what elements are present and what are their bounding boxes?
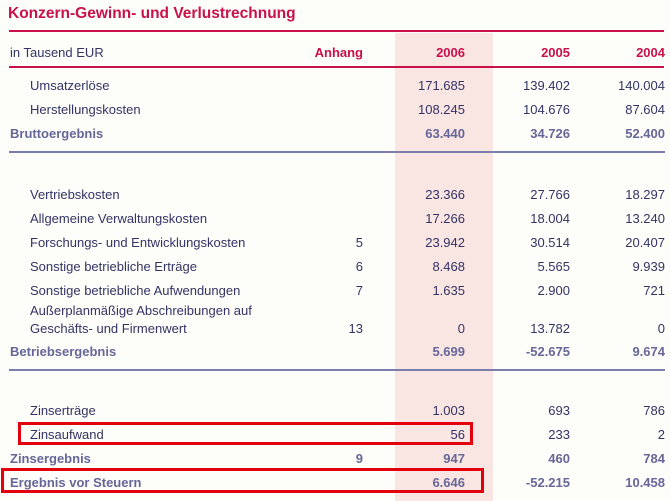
cell-2006: 1.003 bbox=[432, 402, 465, 418]
cell-2005: 5.565 bbox=[537, 258, 570, 274]
cell-2006: 56 bbox=[450, 426, 465, 442]
cell-2005: 34.726 bbox=[530, 125, 570, 141]
cell-2006: 1.635 bbox=[432, 282, 465, 298]
cell-2006: 23.366 bbox=[425, 186, 465, 202]
cell-2006: 8.468 bbox=[432, 258, 465, 274]
table-row bbox=[10, 470, 665, 494]
column-header-anhang: Anhang bbox=[314, 44, 363, 60]
table-header-row bbox=[10, 40, 665, 64]
row-label: Allgemeine Verwaltungskosten bbox=[30, 210, 208, 226]
table-row bbox=[10, 302, 665, 339]
cell-2005: 18.004 bbox=[530, 210, 570, 226]
cell-2004: 10.458 bbox=[625, 474, 665, 490]
row-label: Außerplanmäßige Abschreibungen auf Geschäfts- und Firmenwert bbox=[30, 303, 252, 336]
row-label: Forschungs- und Entwicklungskosten bbox=[30, 234, 246, 250]
row-label: Ergebnis vor Steuern bbox=[10, 474, 142, 490]
cell-2006: 0 bbox=[457, 321, 465, 336]
cell-2006: 6.646 bbox=[432, 474, 465, 490]
row-label: Zinserträge bbox=[30, 402, 96, 418]
table-row bbox=[10, 182, 665, 206]
cell-2006: 171.685 bbox=[418, 77, 465, 93]
cell-2004: 13.240 bbox=[625, 210, 665, 226]
cell-2004: 140.004 bbox=[618, 77, 665, 93]
cell-2004: 52.400 bbox=[625, 125, 665, 141]
cell-2005: 693 bbox=[548, 402, 570, 418]
cell-2004: 0 bbox=[657, 321, 665, 336]
statement-table bbox=[10, 40, 665, 494]
cell-2005: -52.675 bbox=[525, 343, 570, 359]
table-row bbox=[10, 339, 665, 363]
cell-2005: 2.900 bbox=[537, 282, 570, 298]
table-row bbox=[10, 254, 665, 278]
row-label: Vertriebskosten bbox=[30, 186, 120, 202]
row-label: Herstellungskosten bbox=[30, 101, 141, 117]
column-header-2004: 2004 bbox=[636, 44, 665, 60]
cell-2006: 17.266 bbox=[425, 210, 465, 226]
row-label: Zinsergebnis bbox=[10, 450, 91, 466]
column-header-2005: 2005 bbox=[541, 44, 570, 60]
cell-2005: 27.766 bbox=[530, 186, 570, 202]
table-row bbox=[10, 446, 665, 470]
cell-2004: 20.407 bbox=[625, 234, 665, 250]
row-label: Umsatzerlöse bbox=[30, 77, 110, 93]
table-row bbox=[10, 206, 665, 230]
cell-2005: -52.215 bbox=[525, 474, 570, 490]
title-rule bbox=[9, 30, 664, 32]
row-label: Sonstige betriebliche Erträge bbox=[30, 258, 197, 274]
cell-anhang: 7 bbox=[355, 282, 363, 298]
cell-2005: 460 bbox=[548, 450, 570, 466]
cell-2004: 721 bbox=[643, 282, 665, 298]
cell-2005: 233 bbox=[548, 426, 570, 442]
cell-anhang: 13 bbox=[348, 321, 363, 336]
cell-2004: 18.297 bbox=[625, 186, 665, 202]
cell-2004: 784 bbox=[643, 450, 665, 466]
table-row bbox=[10, 97, 665, 121]
cell-anhang: 9 bbox=[355, 450, 363, 466]
cell-2006: 947 bbox=[443, 450, 465, 466]
cell-2004: 2 bbox=[657, 426, 665, 442]
table-row bbox=[10, 73, 665, 97]
table-body bbox=[10, 73, 665, 494]
page-title: Konzern-Gewinn- und Verlustrechnung bbox=[8, 5, 296, 22]
cell-2006: 5.699 bbox=[432, 343, 465, 359]
cell-2005: 104.676 bbox=[523, 101, 570, 117]
cell-2005: 139.402 bbox=[523, 77, 570, 93]
cell-2006: 63.440 bbox=[425, 125, 465, 141]
cell-2005: 30.514 bbox=[530, 234, 570, 250]
column-header-2006: 2006 bbox=[436, 44, 465, 60]
cell-2004: 87.604 bbox=[625, 101, 665, 117]
table-row bbox=[10, 422, 665, 446]
cell-2004: 9.939 bbox=[632, 258, 665, 274]
table-row bbox=[10, 230, 665, 254]
table-row bbox=[10, 278, 665, 302]
header-rule bbox=[9, 66, 664, 68]
table-row bbox=[10, 398, 665, 422]
cell-anhang: 6 bbox=[355, 258, 363, 274]
row-label: Sonstige betriebliche Aufwendungen bbox=[30, 282, 241, 298]
cell-2006: 23.942 bbox=[425, 234, 465, 250]
cell-2006: 108.245 bbox=[418, 101, 465, 117]
cell-2005: 13.782 bbox=[530, 321, 570, 336]
unit-label: in Tausend EUR bbox=[10, 44, 104, 60]
cell-2004: 9.674 bbox=[632, 343, 665, 359]
cell-2004: 786 bbox=[643, 402, 665, 418]
row-label: Zinsaufwand bbox=[30, 426, 104, 442]
cell-anhang: 5 bbox=[355, 234, 363, 250]
table-row bbox=[10, 121, 665, 145]
row-label: Bruttoergebnis bbox=[10, 125, 104, 141]
row-label: Betriebsergebnis bbox=[10, 343, 117, 359]
